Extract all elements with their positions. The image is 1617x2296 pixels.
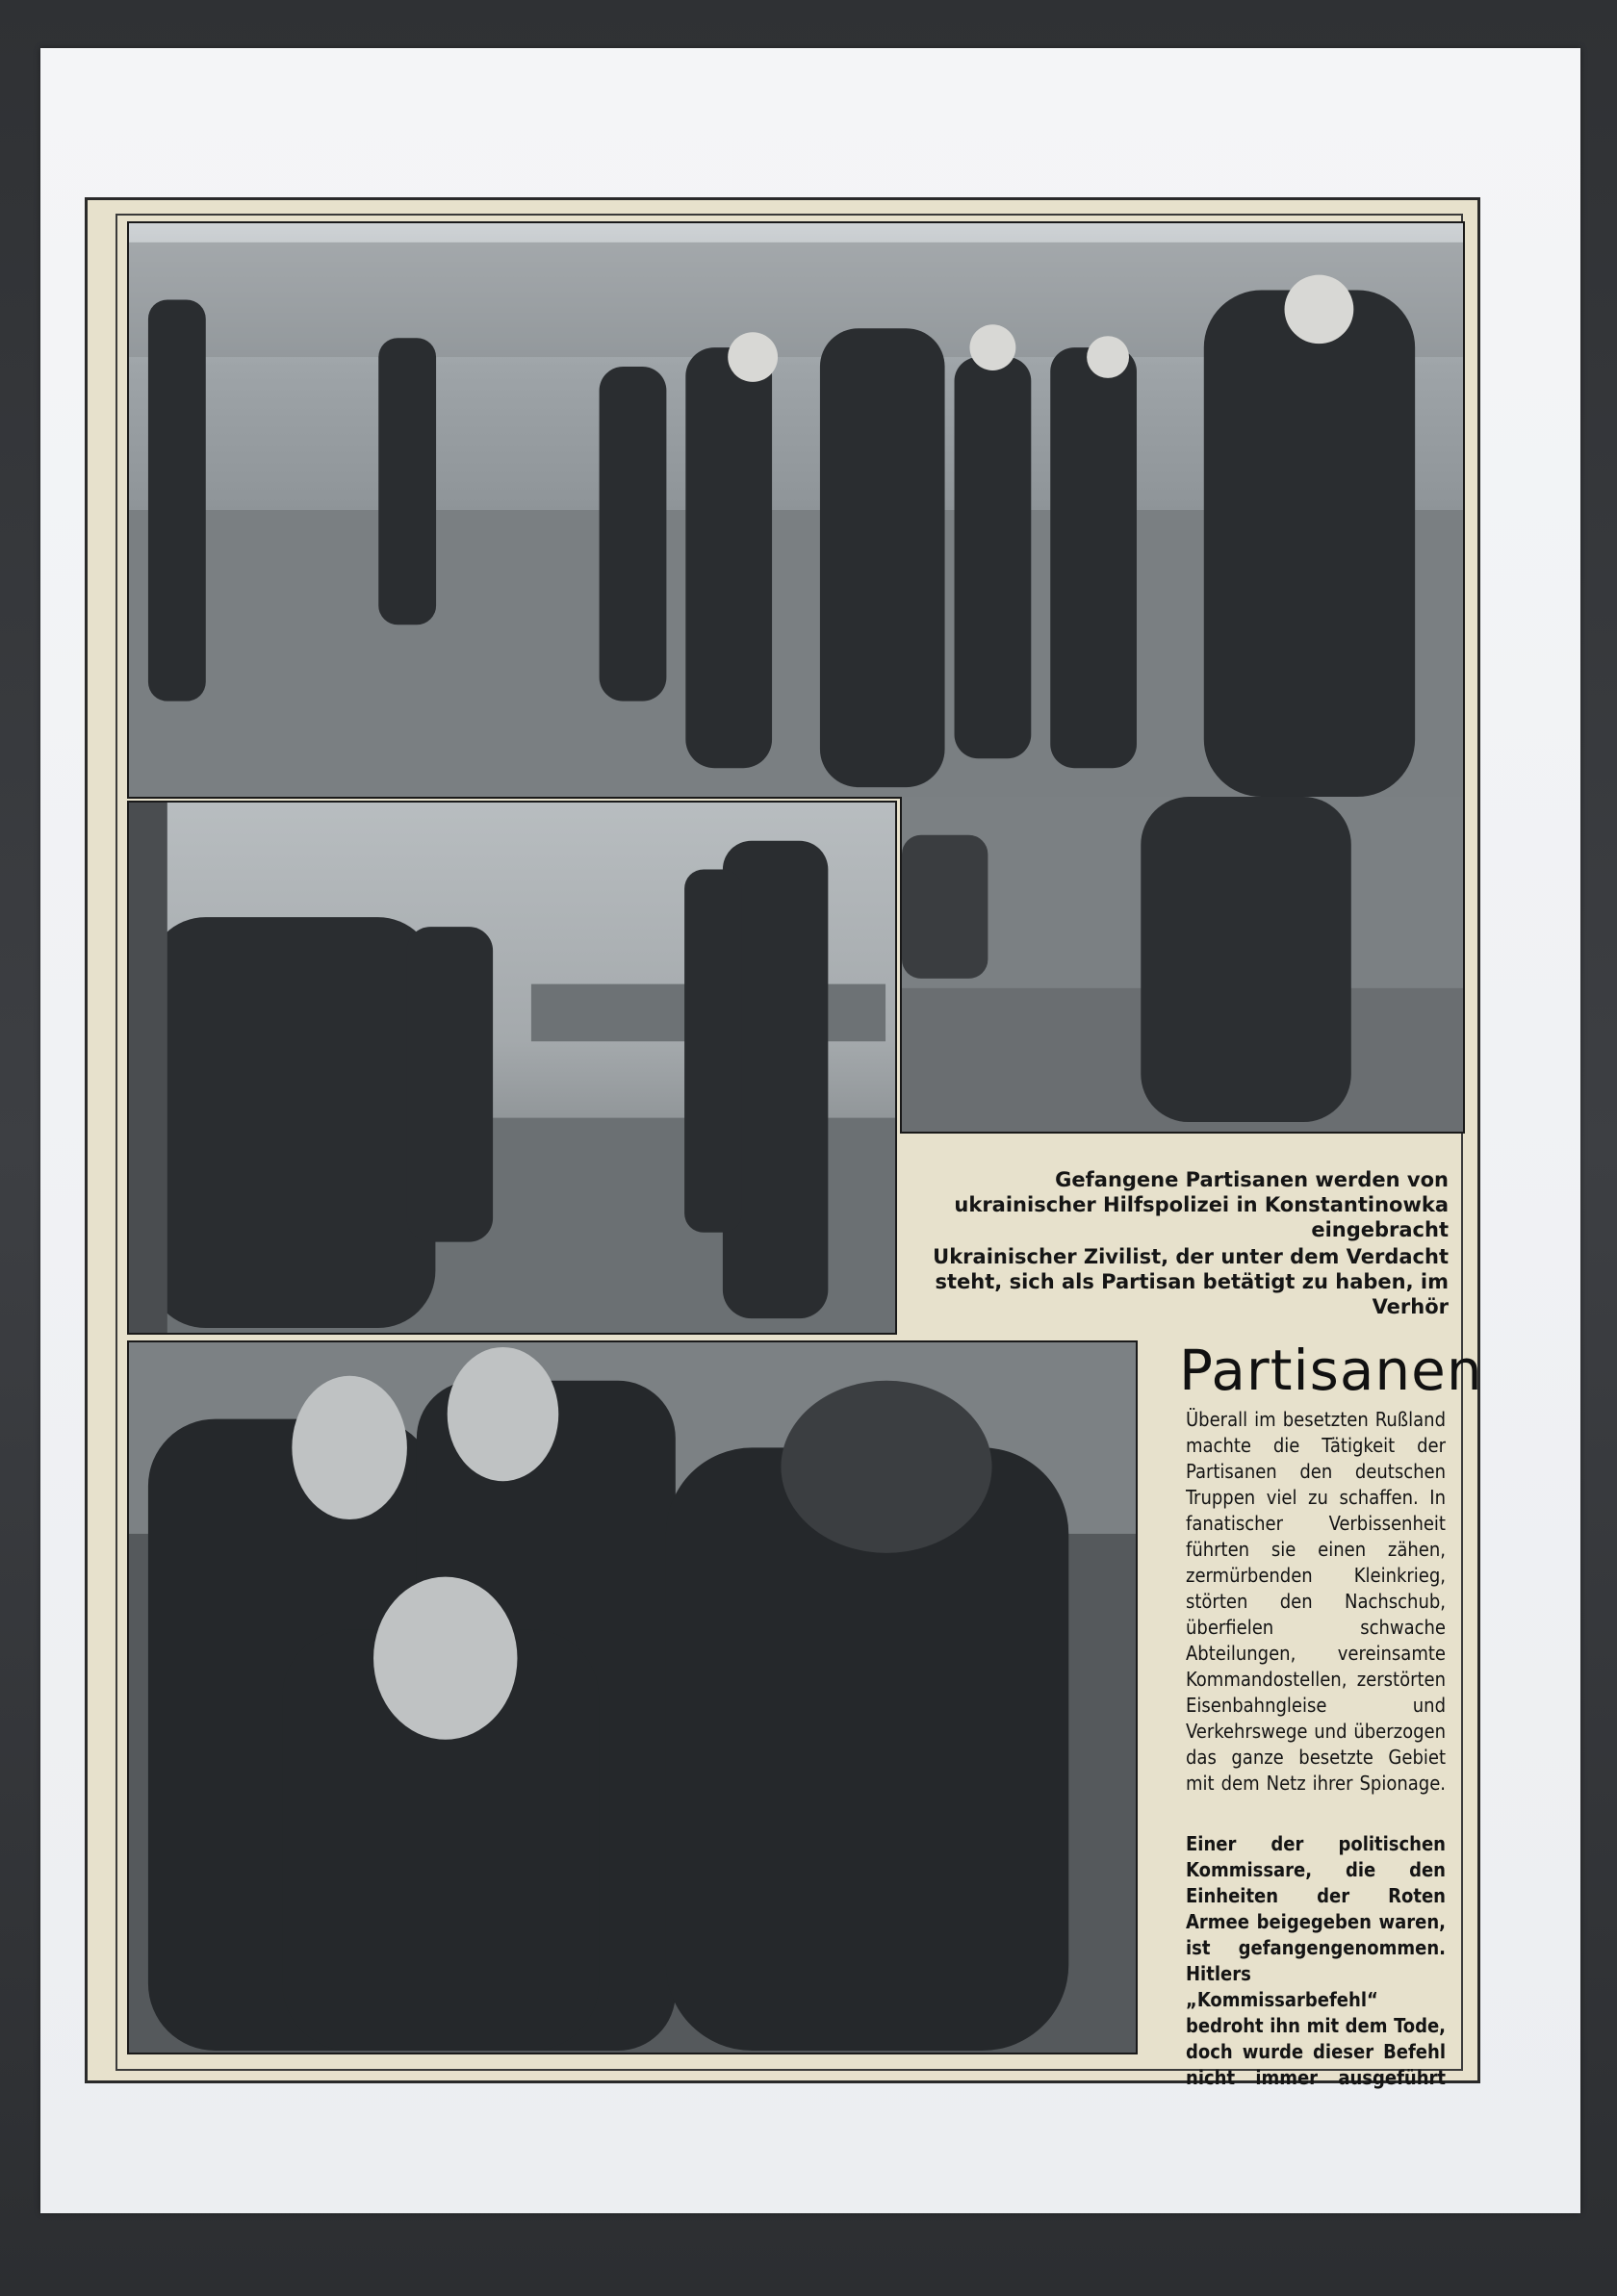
article-body: Überall im besetzten Rußland machte die Tätigkeit der Partisanen den deutschen Truppen viel zu schaffen. In fanatischer Verbissenheit führten sie einen zähen, zermürbenden Kleinkrieg, störten den Nachschub, überfielen schwache Abteilungen, vereinsamte Kommandostellen, zerstörten Eisenbahngleise und Verkehrswege und überzogen das ganze besetzte Gebiet mit dem Netz ihrer Spionage. [1186, 1408, 1446, 1795]
photo-commissar-captured [127, 1340, 1138, 2054]
page-title: Partisanen [1179, 1338, 1483, 1403]
caption-interrogation: Ukrainischer Zivilist, der unter dem Verdacht steht, sich als Partisan betätigt zu haben, im Verhör [933, 1245, 1449, 1318]
caption-prisoners: Gefangene Partisanen werden von ukrainischer Hilfspolizei in Konstantinowka eingebracht [954, 1168, 1449, 1241]
photo-prisoners-escorted [127, 221, 1465, 799]
caption-commissar: Einer der politischen Kommissare, die den Einheiten der Roten Armee beigegeben waren, ist gefangengenommen. Hitlers „Kommissarbefehl“ bedroht ihn mit dem Tode, doch wurde dieser Befehl nicht immer ausgeführt [1186, 1832, 1446, 2089]
photo-interrogation [127, 801, 897, 1335]
photo-prisoners-escorted-lower [900, 797, 1465, 1134]
